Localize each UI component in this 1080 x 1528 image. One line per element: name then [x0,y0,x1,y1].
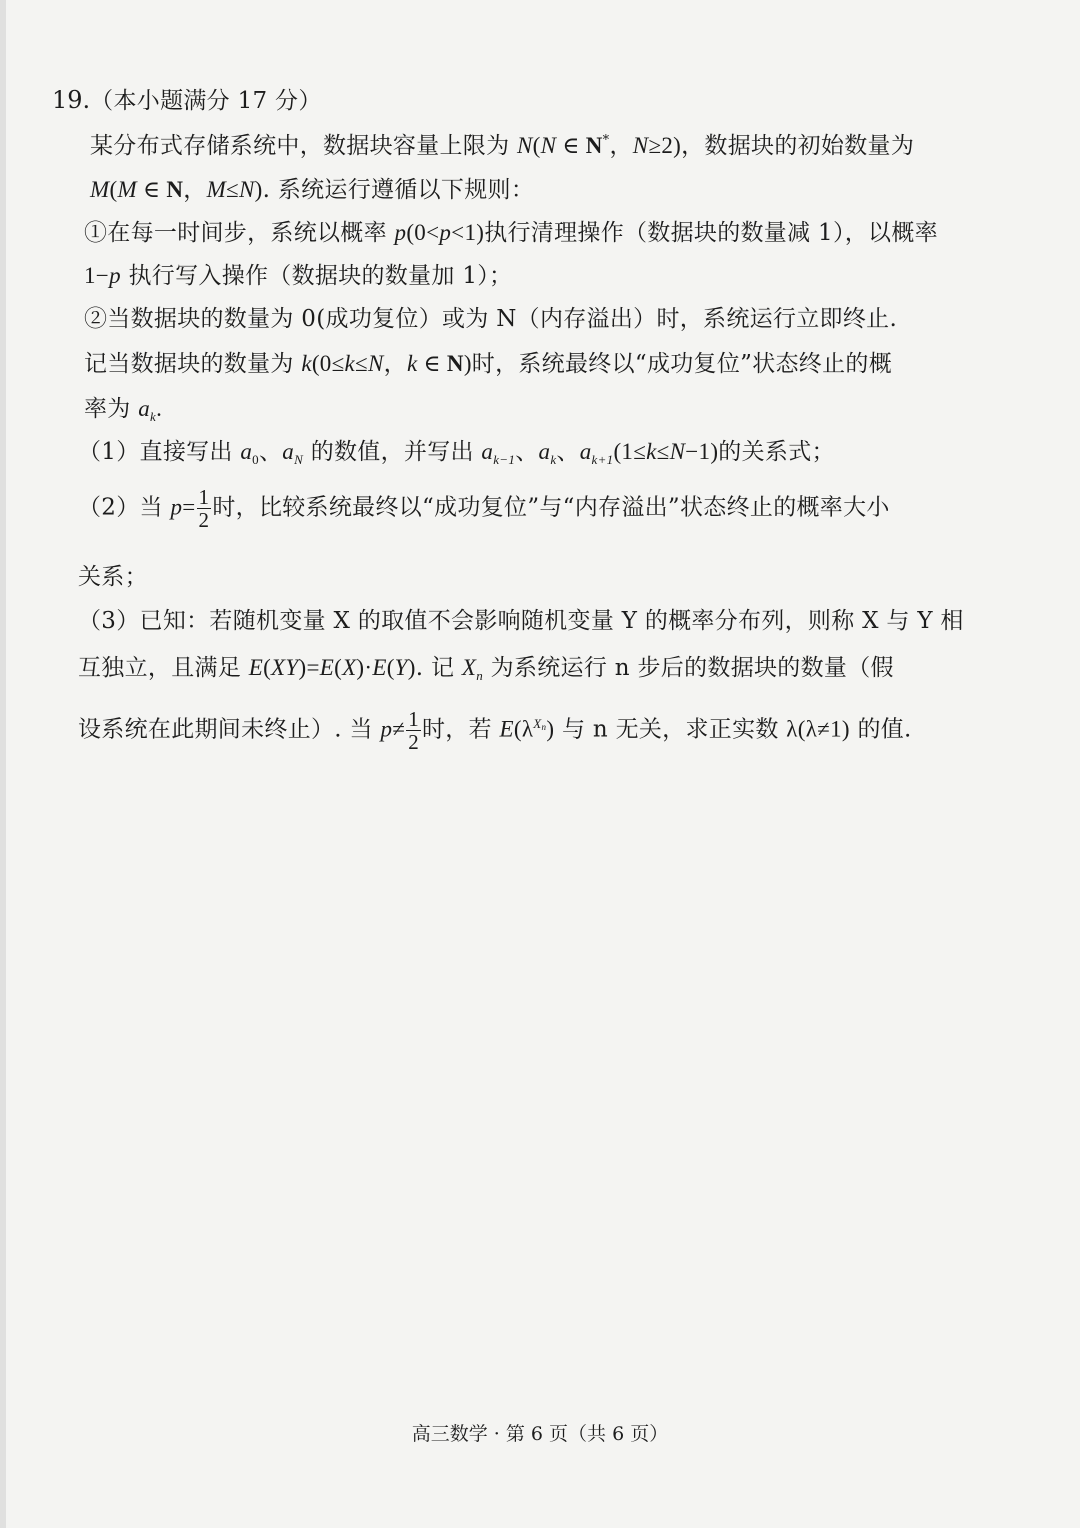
intro-line-1: 某分布式存储系统中，数据块容量上限为 N(N ∈ N*，N≥2)，数据块的初始数量为 [90,133,915,159]
part-3-line-1: （3）已知：若随机变量 X 的取值不会影响随机变量 Y 的概率分布列，则称 X 与 Y 相 [78,608,964,634]
part-1: （1）直接写出 $a_0$、$a_N$ 的数值，并写出 $a_{k-1}$、$a_k$、$a_{k+1}(1\le k\le N-1)$的关系式； [78,439,835,467]
rule-1-line-2: 1−p 执行写入操作（数据块的数量加 1）； [84,263,513,289]
scan-edge-shadow [0,0,6,1528]
points-note: （本小题满分 17 分） [90,88,322,114]
part-2-line-2: 关系； [78,564,148,590]
part-3-line-2: 互独立，且满足 E(XY)=E(X)·E(Y). 记 $X_n$ 为系统运行 n 步后的数据块的数量（假 [78,655,894,683]
problem-number: 19. [52,86,91,114]
definition-line-1: 记当数据块的数量为 k(0≤k≤N，k ∈ N)时，系统最终以“成功复位”状态终止的概 [84,351,892,377]
intro-line-2: M(M ∈ N，M≤N). 系统运行遵循以下规则： [90,177,535,203]
rule-2: ②当数据块的数量为 0(成功复位）或为 N（内存溢出）时，系统运行立即终止. [84,306,898,332]
part-3-line-3: 设系统在此期间未终止）. 当 p≠ $\frac{1}{2}$ 时，若 $E(\lambda^{X_n})$ 与 n 无关，求正实数 λ(λ≠1) 的值. [78,707,912,755]
definition-line-2: 率为 $a_k$. [84,396,163,424]
part-2-line-1: （2）当 p= $\frac{1}{2}$ 时，比较系统最终以“成功复位”与“内存溢出”状态终止的概率大小 [78,485,890,533]
fraction-one-half: $\frac{1}{2}$ [198,485,210,533]
rule-1-line-1: ①在每一时间步，系统以概率 p(0<p<1)执行清理操作（数据块的数量减 1），以概率 [84,220,938,246]
problem-header [52,88,322,113]
math-capacity: N [517,133,533,158]
fraction-one-half-2: $\frac{1}{2}$ [408,707,419,755]
page-footer: 高三数学 · 第 6 页（共 6 页） [411,1423,669,1445]
